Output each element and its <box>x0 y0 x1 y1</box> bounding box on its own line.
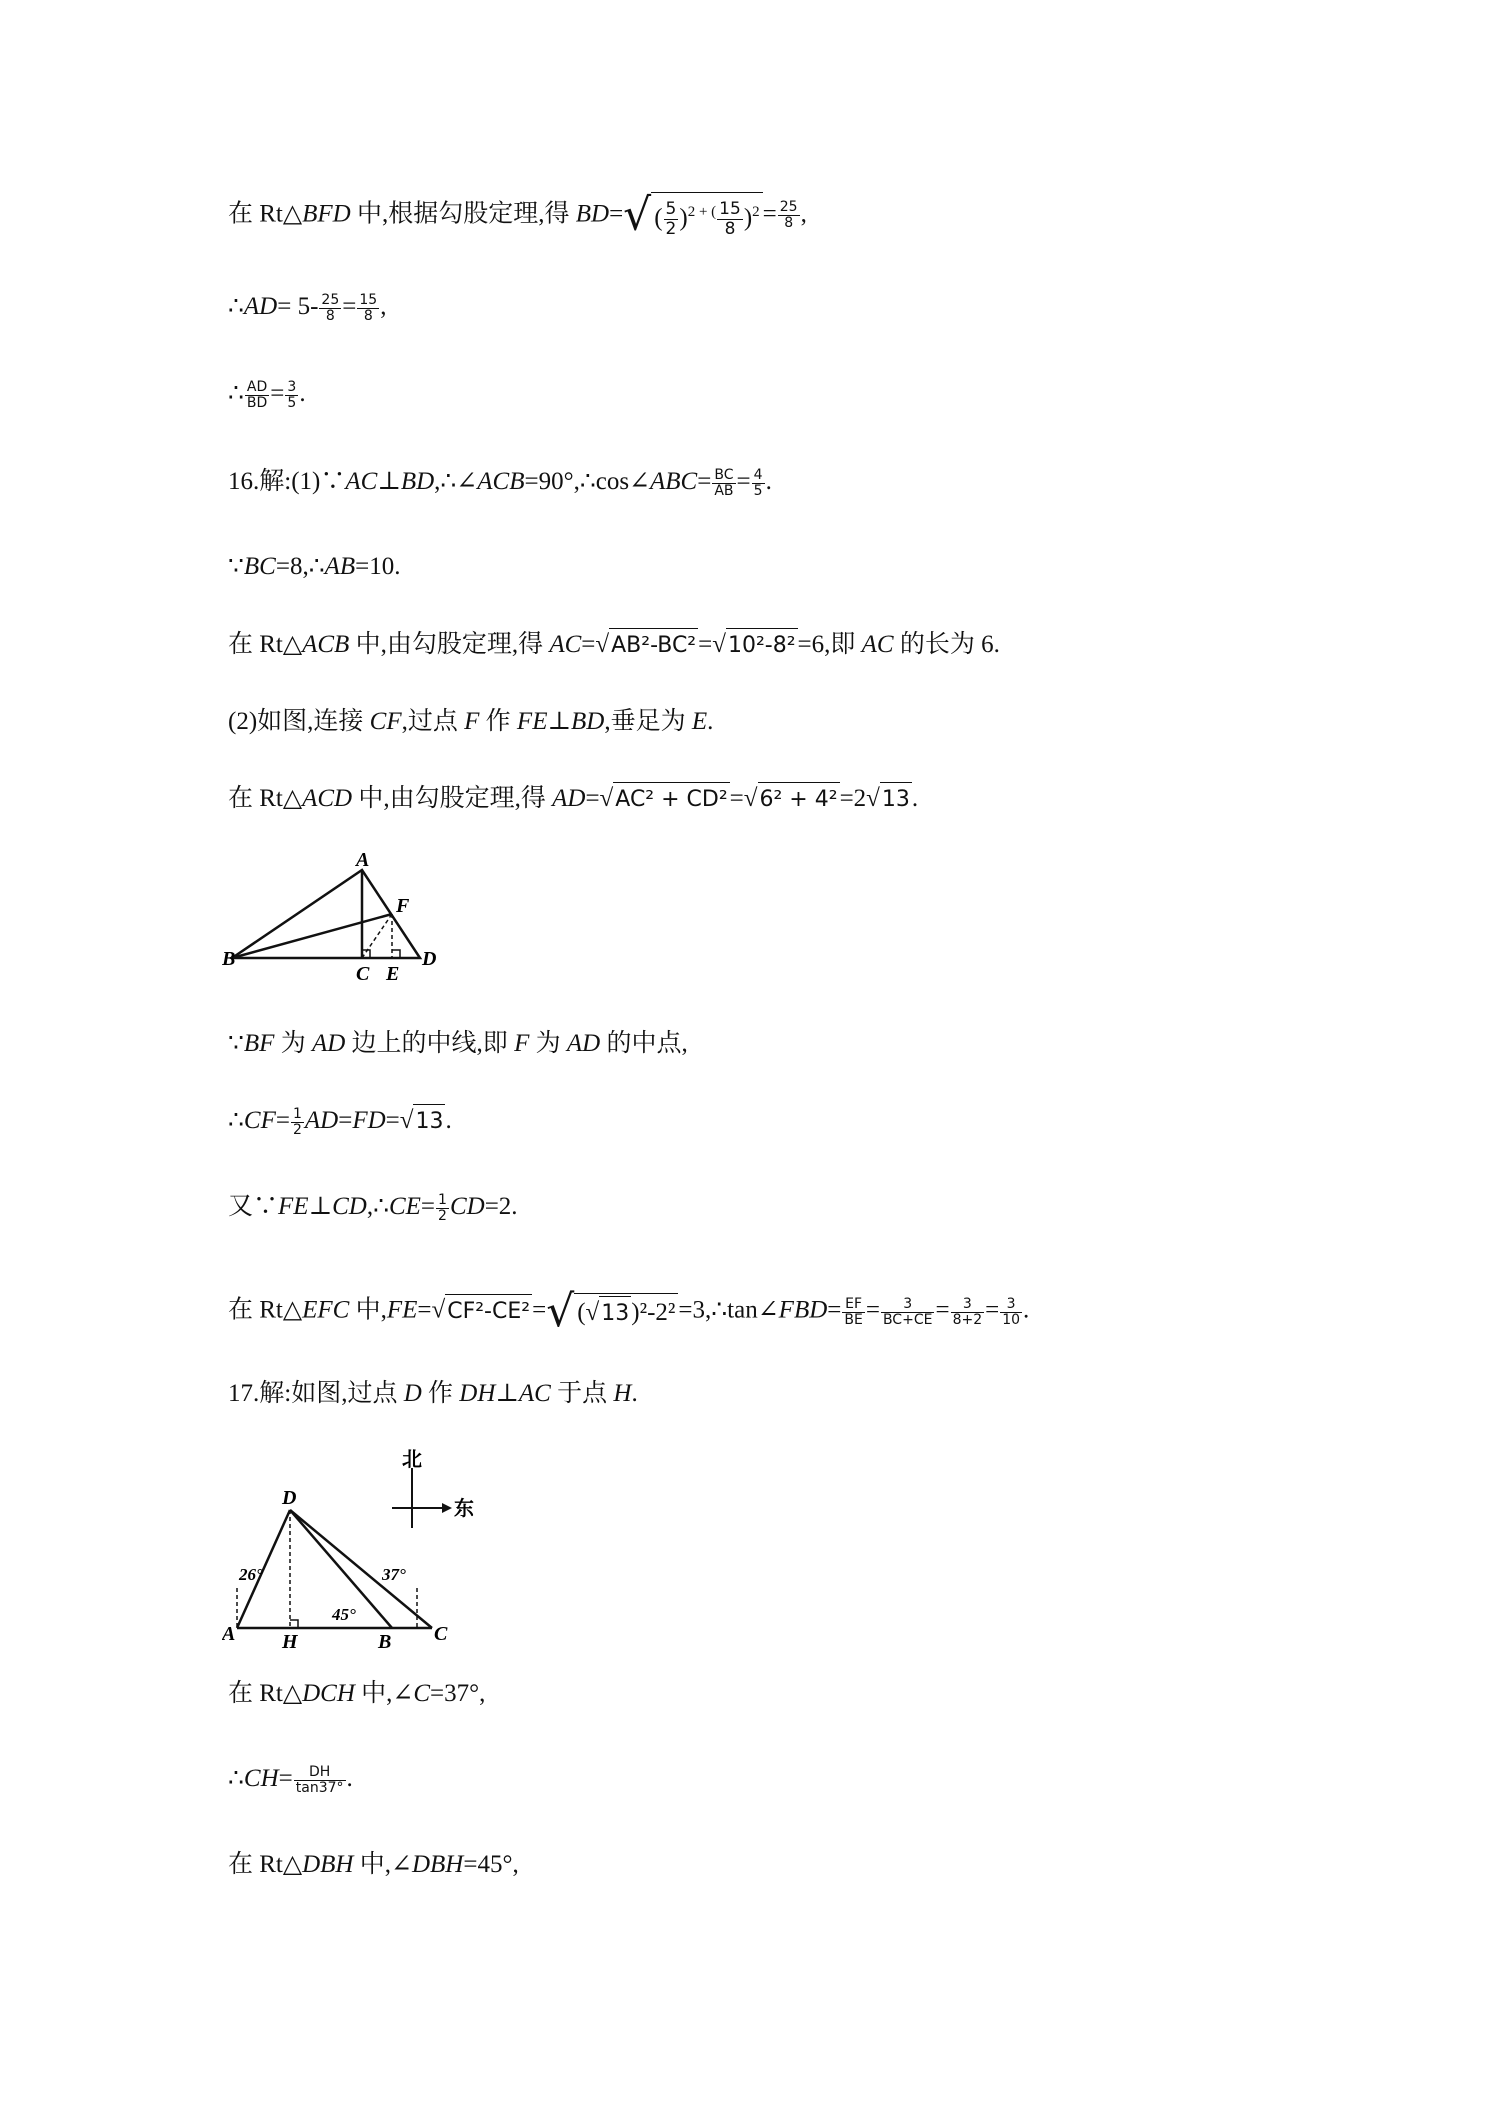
solution-line-14: 在 Rt△DCH 中,∠C=37°, <box>228 1680 486 1707</box>
solution-line-13: 17.解:如图,过点 D 作 DH⊥AC 于点 H. <box>228 1380 638 1407</box>
label-a: A <box>356 850 370 871</box>
solution-line-12: 在 Rt△EFC 中,FE=√CF²-CE²=√ (√13)²-2² =3,∴tan∠FBD= $\frac{EF}{BE}$ = $\frac{3}{BC+CE}$ = $\frac{3}{8+2}$ = $\frac{3}{10}$ . <box>228 1286 1030 1337</box>
segment-dc <box>290 1510 432 1628</box>
label-37: 37° <box>382 1565 406 1584</box>
label-26: 26° <box>239 1565 263 1584</box>
label-45: 45° <box>332 1605 356 1624</box>
solution-line-4: 16.解:(1)∵AC⊥BD,∴∠ACB=90°,∴cos∠ABC= $\frac{BC}{AB}$ = $\frac{4}{5}$ . <box>228 466 772 499</box>
solution-line-8: 在 Rt△ACD 中,由勾股定理,得 AD=√AC² + CD²=√6² + 4²=2√13. <box>228 782 918 817</box>
solution-line-5: ∵BC=8,∴AB=10. <box>228 553 401 580</box>
triangle-figure-1 <box>222 850 442 990</box>
solution-line-11: 又∵FE⊥CD,∴CE= $\frac{1}{2}$ CD=2. <box>228 1191 518 1224</box>
label-d2: D <box>282 1487 297 1509</box>
east-arrow-icon <box>442 1503 452 1513</box>
solution-line-10: ∴CF= $\frac{1}{2}$ AD=FD=√13. <box>228 1105 452 1138</box>
label-b: B <box>222 948 236 970</box>
solution-line-16: 在 Rt△DBH 中,∠DBH=45°, <box>228 1851 519 1878</box>
label-h2: H <box>282 1631 298 1648</box>
solution-line-6: 在 Rt△ACB 中,由勾股定理,得 AC=√AB²-BC²=√10²-8²=6,即 AC 的长为 6. <box>228 628 1000 663</box>
sqrt-expression-2: √ (√13)²-2² <box>546 1290 678 1334</box>
label-c: C <box>356 963 370 985</box>
solution-line-1: 在 Rt△BFD 中,根据勾股定理,得 BD=√ ( $\frac{5}{2}$ )$^{2 + (}$ $\frac{15}{8}$ )$^2$ = $\frac{25}{8}$ , <box>228 189 807 241</box>
label-a2: A <box>222 1623 236 1645</box>
sqrt-expression: √ ( $\frac{5}{2}$ )$^{2 + (}$ $\frac{15}{8}$ )$^2$ <box>623 192 762 239</box>
label-c2: C <box>434 1623 448 1645</box>
median-bf <box>232 914 392 958</box>
label-east: 东 <box>454 1498 474 1520</box>
triangle-figure-2 <box>222 1448 482 1648</box>
solution-line-15: ∴CH= $\frac{DH}{\tan 37^\circ}$ . <box>228 1763 353 1796</box>
solution-line-2: ∴AD= 5- $\frac{25}{8}$ = $\frac{15}{8}$ , <box>228 291 387 324</box>
label-d: D <box>422 948 437 970</box>
solution-line-7: (2)如图,连接 CF,过点 F 作 FE⊥BD,垂足为 E. <box>228 708 714 735</box>
label-e: E <box>386 963 400 985</box>
solution-line-3: ∴ $\frac{AD}{BD}$ = $\frac{3}{5}$ . <box>228 378 306 411</box>
solution-line-9: ∵BF 为 AD 边上的中线,即 F 为 AD 的中点, <box>228 1030 688 1057</box>
label-f: F <box>396 895 410 917</box>
label-north: 北 <box>402 1449 422 1471</box>
label-b2: B <box>378 1631 392 1648</box>
